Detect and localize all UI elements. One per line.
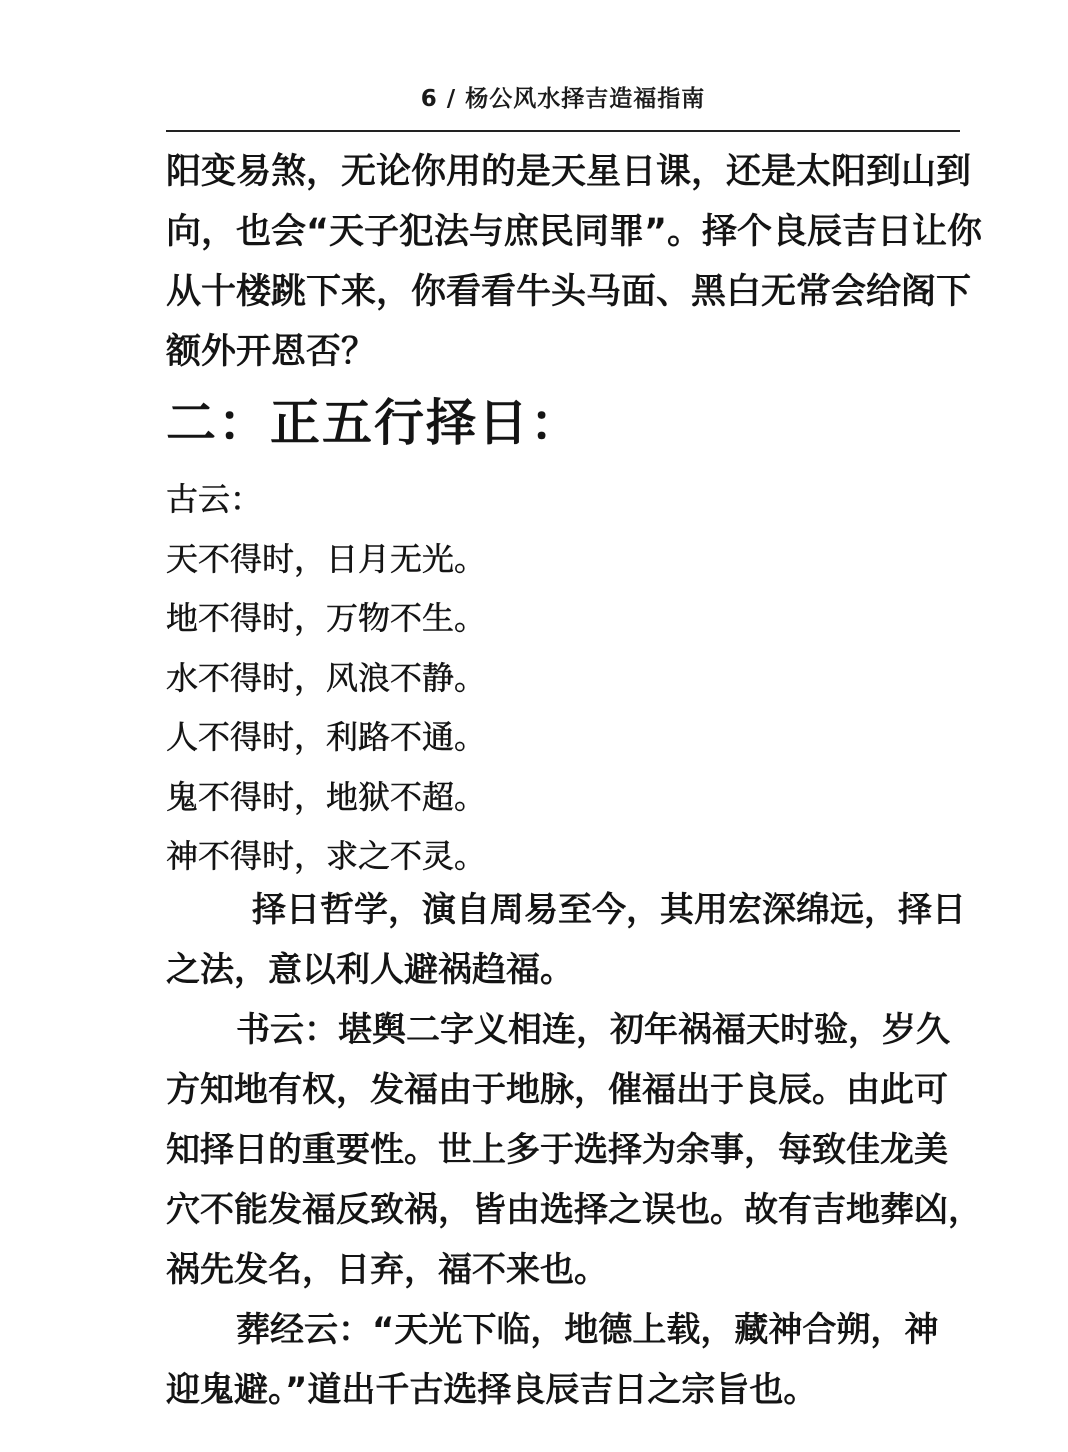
text-line: 穴不能发福反致祸，皆由选择之误也。故有吉地葬凶， (166, 1190, 982, 1230)
paragraph-shuyun (166, 1000, 982, 1300)
text-line: 之法，意以利人避祸趋福。 (166, 950, 574, 990)
verse-line: 天不得时，日月无光。 (166, 539, 487, 578)
text-line: 择日哲学，演自周易至今，其用宏深绵远，择日 (252, 890, 966, 930)
verse-line: 鬼不得时，地狱不超。 (166, 777, 487, 816)
text-line: 知择日的重要性。世上多于选择为余事，每致佳龙美 (166, 1130, 948, 1170)
running-header: 6 / 杨公风水择吉造福指南 (420, 86, 706, 112)
header-rule (166, 130, 960, 132)
verse-intro: 古云： (166, 480, 263, 518)
verse-line: 神不得时，求之不灵。 (166, 837, 487, 875)
text-line: 方知地有权，发福由于地脉，催福出于良辰。由此可 (166, 1070, 948, 1110)
lead-paragraph (166, 142, 983, 382)
verse-line: 地不得时，万物不生。 (166, 599, 487, 637)
verse-line: 水不得时，风浪不静。 (166, 658, 487, 697)
text-line: 向，也会“天子犯法与庶民同罪”。择个良辰吉日让你 (166, 212, 983, 252)
text-line: 从十楼跳下来，你看看牛头马面、黑白无常会给阁下 (166, 272, 972, 312)
text-line: 书云：堪舆二字义相连，初年祸福天时验，岁久 (236, 1010, 950, 1050)
verse-line: 人不得时，利路不通。 (166, 718, 487, 756)
text-line: 葬经云：“天光下临，地德上载，藏神合朔，神 (236, 1310, 939, 1350)
paragraph-zangjing (166, 1300, 966, 1420)
text-line: 额外开恩否？ (166, 332, 377, 372)
section-heading: 二：正五行择日： (166, 394, 582, 452)
verse-block (166, 470, 966, 887)
text-line: 阳变易煞，无论你用的是天星日课，还是太阳到山到 (166, 152, 972, 192)
paragraph-philosophy (166, 880, 966, 1000)
text-line: 迎鬼避。”道出千古选择良辰吉日之宗旨也。 (166, 1370, 818, 1410)
text-line: 祸先发名，日弃，福不来也。 (166, 1250, 608, 1290)
